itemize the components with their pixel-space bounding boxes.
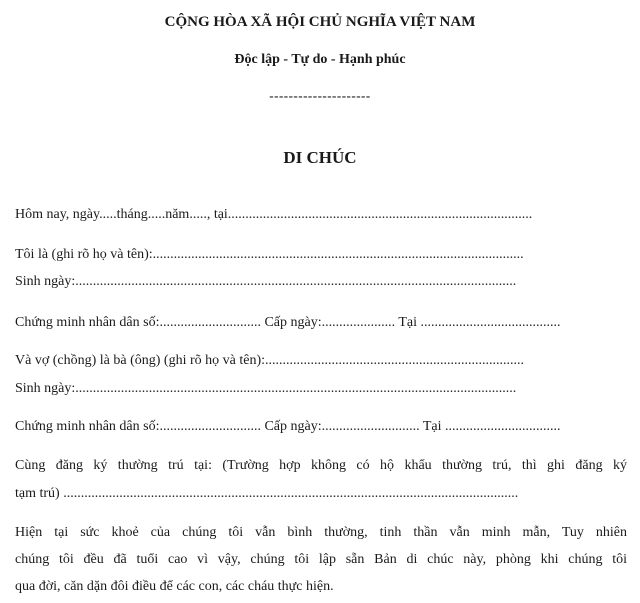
spouse-id-line: Chứng minh nhân dân số:............................. Cấp ngày:............................ Tại ................................. [15, 419, 561, 434]
health-paragraph-line-1: Hiện tại sức khoẻ của chúng tôi vẫn bình thường, tinh thần vẫn minh mẫn, Tuy nhiên [15, 525, 627, 540]
date-place-line: Hôm nay, ngày.....tháng.....năm....., tại....................................................................................... [15, 207, 533, 222]
health-paragraph-line-3: qua đời, căn dặn đôi điều để các con, các cháu thực hiện. [15, 579, 334, 594]
health-paragraph-line-2: chúng tôi đều đã tuổi cao vì vậy, chúng tôi lập sẵn Bản di chúc này, phòng khi chúng tôi [15, 552, 627, 567]
document-title: DI CHÚC [283, 148, 357, 167]
testator-name-line: Tôi là (ghi rõ họ và tên):.......................................................................................................... [15, 247, 524, 262]
motto-heading: Độc lập - Tự do - Hạnh phúc [234, 52, 406, 67]
spouse-name-line: Và vợ (chồng) là bà (ông) (ghi rõ họ và tên):.......................................................................... [15, 353, 524, 368]
temporary-residence-line: tạm trú) .................................................................................................................................. [15, 486, 519, 501]
spouse-birthdate-line: Sinh ngày:.............................................................................................................................. [15, 381, 517, 396]
heading-separator: --------------------- [269, 88, 371, 103]
nation-heading: CỘNG HÒA XÃ HỘI CHỦ NGHĨA VIỆT NAM [164, 14, 476, 30]
testator-id-line: Chứng minh nhân dân số:............................. Cấp ngày:..................... Tại ........................................ [15, 315, 561, 330]
residence-line: Cùng đăng ký thường trú tại: (Trường hợp không có hộ khẩu thường trú, thì ghi đăng ký [15, 458, 627, 473]
testator-birthdate-line: Sinh ngày:.............................................................................................................................. [15, 274, 517, 289]
